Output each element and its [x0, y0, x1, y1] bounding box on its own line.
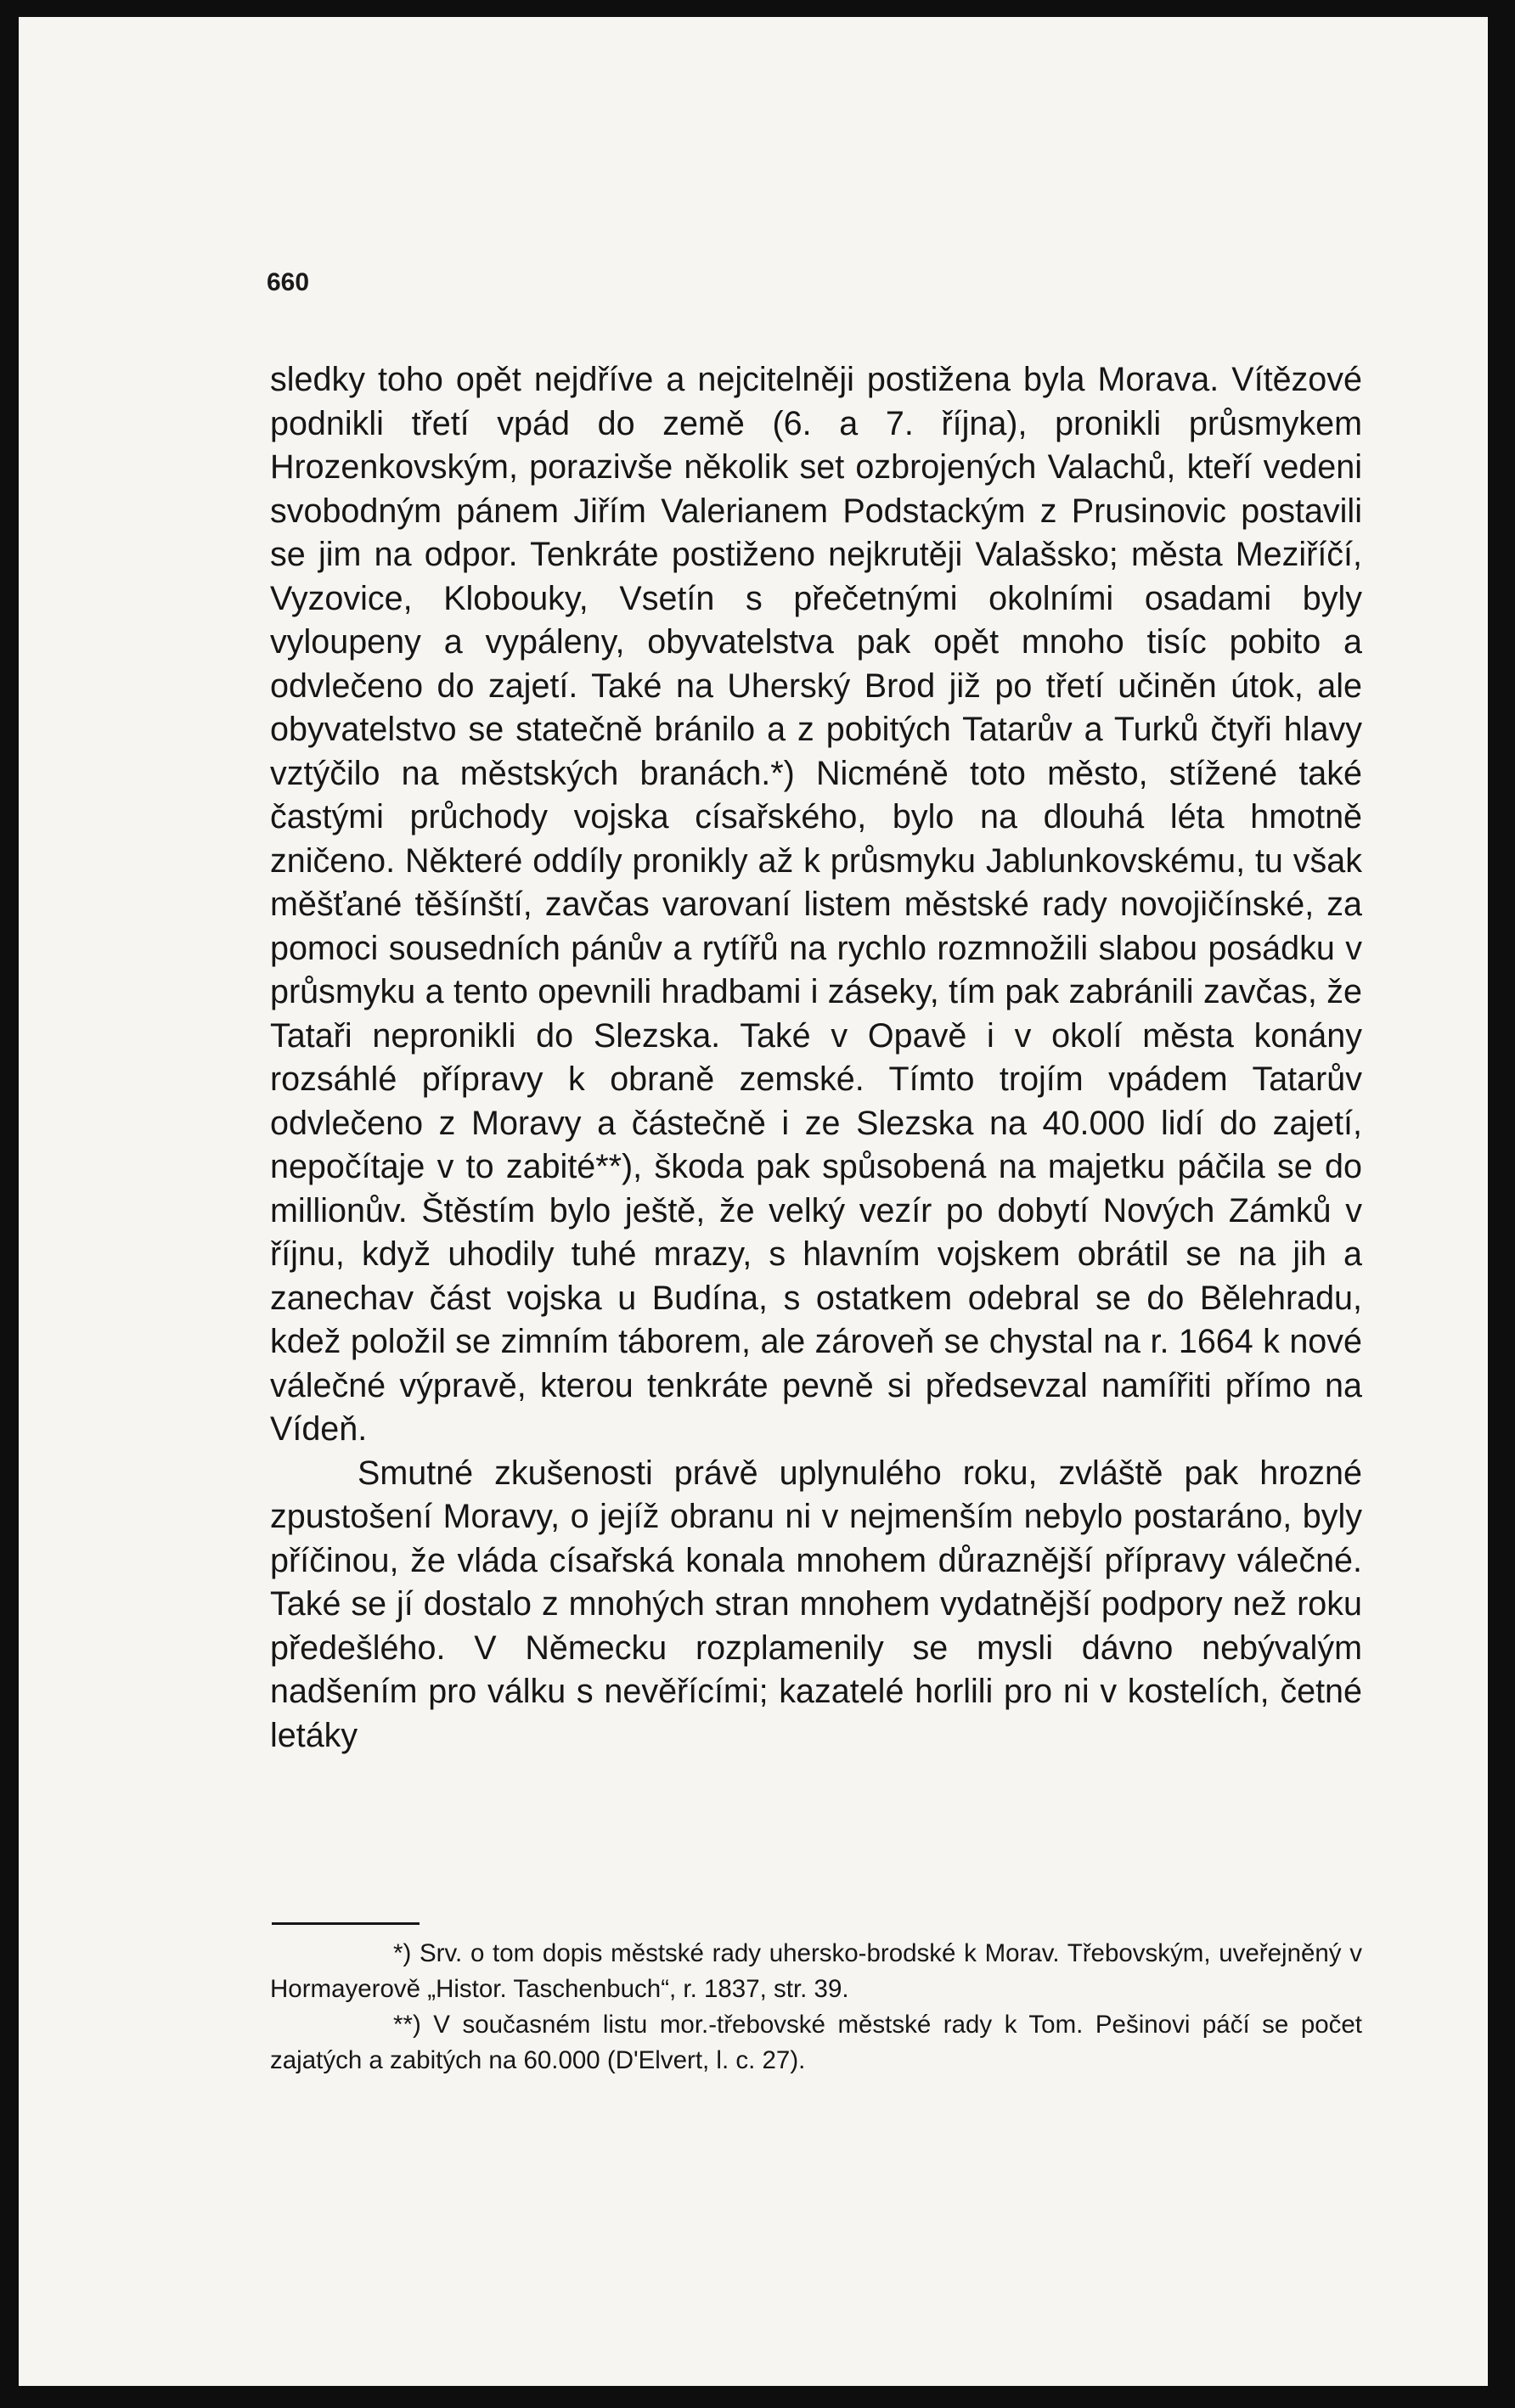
paragraph: Smutné zkušenosti právě uplynulého roku, zvláště pak hrozné zpustošení Moravy, o jejíž obranu ni v nejmenším nebylo postaráno, byly příčinou, že vláda císařská konala mnohem důraznější přípravy válečné. Také se jí dostalo z mnohých stran mnohem vydatnější podpory než roku předešlého. V Německu rozplamenily se mysli dávno nebývalým nadšením pro válku s nevěřícími; kazatelé horlili pro ni v kostelích, četné letáky	[270, 1454, 1362, 1754]
footnote: **) V současném listu mor.-třebovské městské rady k Tom. Pešinovi páčí se počet zajatých a zabitých na 60.000 (D'Elvert, l. c. 27).	[270, 2011, 1362, 2074]
paragraph: sledky toho opět nejdříve a nejcitelněji postižena byla Morava. Vítězové podnikli třetí vpád do země (6. a 7. října), pronikli průsmykem Hrozenkovským, porazivše několik set ozbrojených Valachů, kteří vedeni svobodným pánem Jiřím Valerianem Podstackým z Prusinovic postavili se jim na odpor. Tenkráte postiženo nejkrutěji Valašsko; města Meziříčí, Vyzovice, Klobouky, Vsetín s přečetnými okolními osadami byly vyloupeny a vypáleny, obyvatelstva pak opět mnoho tisíc pobito a odvlečeno do zajetí. Také na Uherský Brod již po třetí učiněn útok, ale obyvatelstvo se statečně bránilo a z pobitých Tatarův a Turků čtyři hlavy vztýčilo na městských branách.*) Nicméně toto město, stížené také častými průchody vojska císařského, bylo na dlouhá léta hmotně zničeno. Některé oddíly pronikly až k průsmyku Jablunkovskému, tu však měšťané těšínští, zavčas varovaní listem městské rady novojičínské, za pomoci sousedních pánův a rytířů na rychlo rozmnožili slabou posádku v průsmyku a tento opevnili hradbami i záseky, tím pak zabránili zavčas, že Tataři nepronikli do Slezska. Také v Opavě i v okolí města konány rozsáhlé přípravy k obraně zemské. Tímto trojím vpádem Tatarův odvlečeno z Moravy a částečně i ze Slezska na 40.000 lidí do zajetí, nepočítaje v to zabité**), škoda pak spůsobená na majetku páčila se do millionův. Štěstím bylo ještě, že velký vezír po dobytí Nových Zámků v říjnu, když uhodily tuhé mrazy, s hlavním vojskem obrátil se na jih a zanechav část vojska u Budína, s ostatkem odebral se do Bělehradu, kdež položil se zimním táborem, ale zároveň se chystal na r. 1664 k nové válečné výpravě, kterou tenkráte pevně si předsevzal namířiti přímo na Vídeň.	[270, 361, 1362, 1448]
book-page	[19, 17, 1488, 2386]
footnotes	[270, 1936, 1362, 2079]
body-text	[270, 358, 1362, 1758]
page-number: 660	[267, 268, 310, 296]
footnote-divider	[272, 1922, 420, 1925]
footnote: *) Srv. o tom dopis městské rady uhersko-brodské k Morav. Třebovským, uveřejněný v Hormayerově „Histor. Taschenbuch“, r. 1837, str. 39.	[270, 1939, 1362, 2003]
